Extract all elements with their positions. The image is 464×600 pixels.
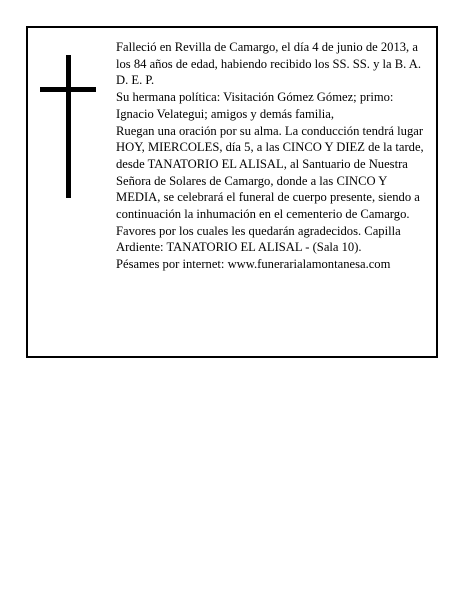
rip-line: D. E. P. bbox=[116, 73, 155, 88]
obituary-notice bbox=[26, 26, 438, 358]
cross-vertical-bar bbox=[66, 55, 71, 198]
cross-horizontal-bar bbox=[40, 87, 96, 92]
obituary-text bbox=[116, 39, 428, 273]
family-line: Su hermana política: Visitación Gómez Gómez; primo: Ignacio Velategui; amigos y demás familia, bbox=[116, 90, 394, 121]
death-announcement: Falleció en Revilla de Camargo, el día 4 de junio de 2013, a los 84 años de edad, habiendo recibido los SS. SS. y la B. A. bbox=[116, 40, 422, 71]
condolences-line: Pésames por internet: www.funerarialamontanesa.com bbox=[116, 257, 391, 272]
funeral-details: Ruegan una oración por su alma. La conducción tendrá lugar HOY, MIERCOLES, día 5, a las CINCO Y DIEZ de la tarde, desde TANATORIO EL ALISAL, al Santuario de Nuestra Señora de Solares de Camargo, donde a las CINCO Y MEDIA, se celebrará el funeral de cuerpo presente, siendo a continuación la inhumación en el cementerio de Camargo. Favores por los cuales les quedarán agradecidos. Capilla Ardiente: TANATORIO EL ALISAL - (Sala 10). bbox=[116, 123, 424, 255]
cross-icon bbox=[40, 55, 96, 198]
